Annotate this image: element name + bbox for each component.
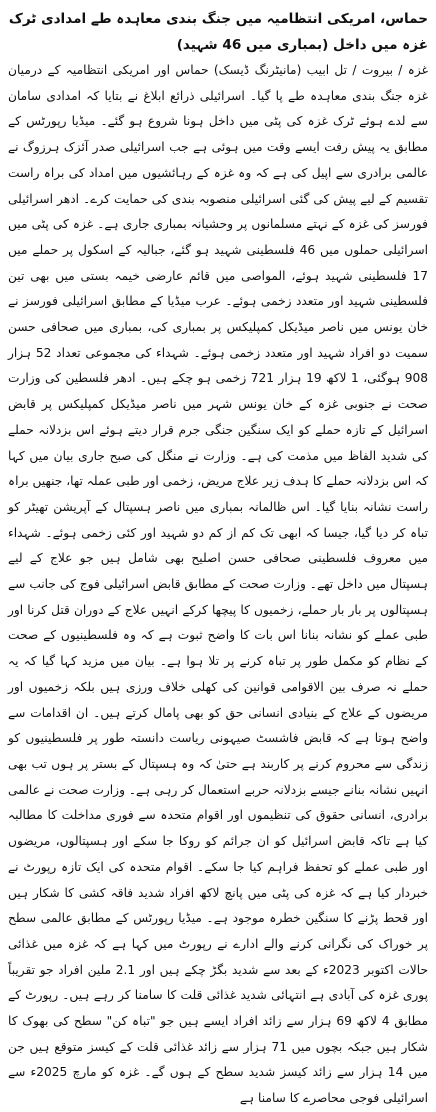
article-headline: حماس، امریکی انتظامیہ میں جنگ بندی معاہدہ طے امدادی ٹرک غزہ میں داخل (بمباری میں 46 شہید) [8, 11, 428, 53]
article-body: غزہ / بیروت / تل ابیب (مانیٹرنگ ڈیسک) حماس اور امریکی انتظامیہ کے درمیان غزہ جنگ بندی معاہدہ طے پا گیا۔ اسرائیلی ذرائع ابلاغ نے بتایا کہ امدادی سامان سے لدے ہوئے ٹرک غزہ کی پٹی میں داخل ہونا شروع ہو گئے۔ میڈیا رپورٹس کے مطابق یہ پیش رفت ایسے وقت میں ہوئی ہے جب اسرائیلی صدر آئزک ہرزوگ نے عالمی برادری سے اپیل کی ہے کہ وہ غزہ کے رہائشیوں میں امداد کی براہ راست تقسیم کے لیے پیش کی گئی اسرائیلی منصوبہ بندی کی حمایت کرے۔ ادھر اسرائیلی فورسز کی غزہ کے نہتے مسلمانوں پر وحشیانہ بمباری جاری ہے۔ غزہ کی پٹی میں اسرائیلی حملوں میں 46 فلسطینی شہید ہو گئے، جبالیہ کے اسکول پر حملے میں 17 فلسطینی شہید ہوئے، المواصی میں قائم عارضی خیمہ بستی میں بھی تین فلسطینی شہید اور متعدد زخمی ہوئے۔ عرب میڈیا کے مطابق اسرائیلی فورسز نے خان یونس میں ناصر میڈیکل کمپلیکس پر بمباری کی، بمباری میں صحافی حسن سمیت دو افراد شہید اور متعدد زخمی ہوئے۔ شہداء کی مجموعی تعداد 52 ہزار 908 ہوگئی، 1 لاکھ 19 ہزار 721 زخمی ہو چکے ہیں۔ ادھر فلسطین کی وزارت صحت نے جنوبی غزہ کے خان یونس شہر میں ناصر میڈیکل کمپلیکس پر قابض اسرائیل کے تازہ حملے کو ایک سنگین جنگی جرم قرار دیتے ہوئے اس بزدلانہ حملے کی شدید الفاظ میں مذمت کی ہے۔ وزارت نے منگل کی صبح جاری بیان میں کہا کہ اس بزدلانہ حملے کا ہدف زیر علاج مریض، زخمی اور طبی عملہ تھا، جنھیں براہ راست نشانہ بنایا گیا۔ اس ظالمانہ بمباری میں ناصر ہسپتال کے آپریشن تھیٹر کو تباہ کر دیا گیا، جیسا کہ ابھی تک کم از کم دو شہید اور کئی زخمی ہوئے۔ شہداء میں معروف فلسطینی صحافی حسن اصلیح بھی شامل ہیں جو علاج کے لیے ہسپتال میں داخل تھے۔ وزارت صحت کے مطابق قابض اسرائیلی فوج کی جانب سے ہسپتالوں پر بار بار حملے، زخمیوں کا پیچھا کرکے انہیں علاج کے دوران قتل کرنا اور طبی عملے کو نشانہ بنانا اس بات کا واضح ثبوت ہے کہ وہ فلسطینیوں کے صحت کے نظام کو مکمل طور پر تباہ کرنے پر تلا ہوا ہے۔ بیان میں مزید کہا گیا کہ یہ حملے نہ صرف بین الاقوامی قوانین کی کھلی خلاف ورزی ہیں بلکہ زخمیوں اور مریضوں کے علاج کے بنیادی انسانی حق کو بھی پامال کرتے ہیں۔ ان اقدامات سے واضح ہوتا ہے کہ قابض فاشسٹ صیہونی ریاست دانستہ طور پر فلسطینیوں کو زندگی سے محروم کرنے پر کاربند ہے حتیٰ کہ وہ ہسپتال کے بستر پر ہوں تب بھی انہیں نشانہ بنانے جیسے بزدلانہ حربے استعمال کر رہی ہے۔ وزارت صحت نے عالمی برادری، انسانی حقوق کی تنظیموں اور اقوام متحدہ سے فوری مداخلت کا مطالبہ کیا ہے تاکہ قابض اسرائیل کو ان جرائم کو روکا جا سکے اور ہسپتالوں، مریضوں اور طبی عملے کو تحفظ فراہم کیا جا سکے۔ اقوام متحدہ کی ایک تازہ رپورٹ نے خبردار کیا ہے کہ غزہ کی پٹی میں پانچ لاکھ افراد شدید فاقہ کشی کا شکار ہیں اور قحط پڑنے کا سنگین خطرہ موجود ہے۔ میڈیا رپورٹس کے مطابق عالمی سطح پر خوراک کی نگرانی کرنے والے ادارے نے رپورٹ میں کہا ہے کہ غزہ میں غذائی حالات اکتوبر 2023ء کے بعد سے شدید بگڑ چکے ہیں اور 2.1 ملین افراد جو تقریباً پوری غزہ کی آبادی ہے انتہائی شدید غذائی قلت کا سامنا کر رہے ہیں۔ رپورٹ کے مطابق 4 لاکھ 69 ہزار سے زائد افراد ایسے ہیں جو "تباہ کن" سطح کی بھوک کا شکار ہیں جبکہ بچوں میں 71 ہزار سے زائد غذائی قلت کے کیسز متوقع ہیں جن میں 14 ہزار سے زائد کیسز شدید سطح کے ہوں گے۔ غزہ کو مارچ 2025ء سے اسرائیلی فوجی محاصرے کا سامنا ہے [8, 63, 429, 1106]
